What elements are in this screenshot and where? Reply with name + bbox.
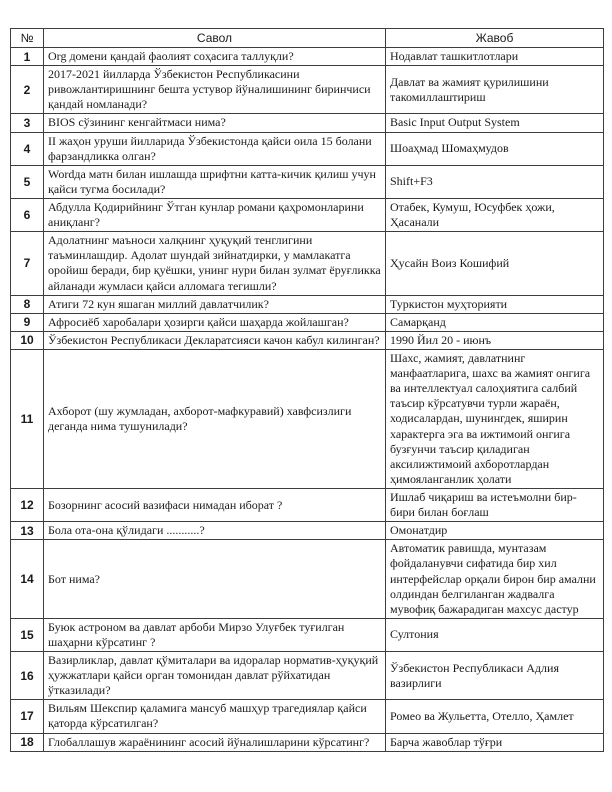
question-cell: Вильям Шекспир қаламига мансуб машҳур трагедиялар қайси қаторда кўрсатилган? (44, 700, 386, 733)
answer-cell: Отабек, Кумуш, Юсуфбек ҳожи, Ҳасанали (386, 198, 604, 231)
question-cell: Буюк астроном ва давлат арбоби Мирзо Улуғбек туғилган шаҳарни кўрсатинг ? (44, 618, 386, 651)
question-cell: Абдулла Қодирийнинг Ўтган кунлар романи қаҳромонларини аниқланг? (44, 198, 386, 231)
answer-cell: Нодавлат ташкитлотлари (386, 48, 604, 66)
row-number: 18 (11, 733, 44, 751)
row-number: 5 (11, 165, 44, 198)
row-number: 7 (11, 232, 44, 295)
row-number: 10 (11, 331, 44, 349)
answer-cell: Барча жавоблар тўғри (386, 733, 604, 751)
question-cell: Атиги 72 кун яшаган миллий давлатчилик? (44, 295, 386, 313)
table-row (11, 733, 604, 751)
question-cell: Глобаллашув жараёнининг асосий йўналишларини кўрсатинг? (44, 733, 386, 751)
table-row (11, 48, 604, 66)
answer-cell: Туркистон муҳторияти (386, 295, 604, 313)
row-number: 16 (11, 652, 44, 700)
table-row (11, 618, 604, 651)
question-cell: Ахборот (шу жумладан, ахборот-мафкуравий) хавфсизлиги деганда нима тушунилади? (44, 349, 386, 488)
answer-cell: Ўзбекистон Республикаси Адлия вазирлиги (386, 652, 604, 700)
row-number: 1 (11, 48, 44, 66)
table-row (11, 198, 604, 231)
row-number: 3 (11, 114, 44, 132)
answer-cell: Шоаҳмад Шомаҳмудов (386, 132, 604, 165)
answer-cell: 1990 Йил 20 - июнъ (386, 331, 604, 349)
row-number: 12 (11, 488, 44, 521)
question-cell: Афросиёб харобалари ҳозирги қайси шаҳарда жойлашган? (44, 313, 386, 331)
question-cell: Бот нима? (44, 540, 386, 619)
header-row (11, 29, 604, 48)
question-cell: BIOS сўзининг кенгайтмаси нима? (44, 114, 386, 132)
header-number: № (11, 29, 44, 48)
question-cell: II жаҳон уруши йилларида Ўзбекистонда қайси оила 15 болани фарзандликка олган? (44, 132, 386, 165)
table-row (11, 488, 604, 521)
answer-cell: Basic Input Output System (386, 114, 604, 132)
answer-cell: Ромео ва Жульетта, Отелло, Ҳамлет (386, 700, 604, 733)
row-number: 9 (11, 313, 44, 331)
question-cell: Вазирликлар, давлат қўмиталари ва идоралар норматив-ҳуқуқий ҳужжатлари қайси орган томонидан давлат рўйхатидан ўтказилади? (44, 652, 386, 700)
question-cell: Ўзбекистон Республикаси Декларатсияси качон кабул килинган? (44, 331, 386, 349)
table-row (11, 132, 604, 165)
table-row (11, 540, 604, 619)
table-row (11, 313, 604, 331)
answer-cell: Ҳусайн Воиз Кошифий (386, 232, 604, 295)
row-number: 2 (11, 66, 44, 114)
table-row (11, 331, 604, 349)
row-number: 15 (11, 618, 44, 651)
table-row (11, 66, 604, 114)
header-question: Савол (44, 29, 386, 48)
table-row (11, 114, 604, 132)
answer-cell: Султония (386, 618, 604, 651)
header-answer: Жавоб (386, 29, 604, 48)
answer-cell: Шахс, жамият, давлатнинг манфаатларига, шахс ва жамият онгига ва интеллектуал салоҳиятига салбий таъсир кўрсатувчи турли жараён, ходисалардан, шунингдек, яширин характерга эга ва ижтимоий онгига бузғунчи таъсир қиладиган аксилижтимоий ахборотлардан ҳимояланганлик ҳолати (386, 349, 604, 488)
row-number: 17 (11, 700, 44, 733)
row-number: 6 (11, 198, 44, 231)
question-cell: 2017-2021 йилларда Ўзбекистон Республикасини ривожлантиришнинг бешта устувор йўналишининг биринчиси қандай номланади? (44, 66, 386, 114)
table-row (11, 700, 604, 733)
qa-table (10, 28, 604, 752)
answer-cell: Ишлаб чиқариш ва истеъмолни бир-бири билан боғлаш (386, 488, 604, 521)
row-number: 13 (11, 522, 44, 540)
table-row (11, 232, 604, 295)
row-number: 11 (11, 349, 44, 488)
question-cell: Бозорнинг асосий вазифаси нимадан иборат ? (44, 488, 386, 521)
table-body (11, 48, 604, 752)
question-cell: Адолатнинг маъноси халқнинг ҳуқуқий тенглигини таъминлашдир. Адолат шундай зийнатдирки, у мамлакатга оройиш беради, бир қуёшки, унинг нури билан зулмат ёруғликка айланади жумласи қайси алломага тегишли? (44, 232, 386, 295)
row-number: 8 (11, 295, 44, 313)
table-row (11, 295, 604, 313)
answer-cell: Омонатдир (386, 522, 604, 540)
answer-cell: Давлат ва жамият қурилишини такомиллаштириш (386, 66, 604, 114)
answer-cell: Shift+F3 (386, 165, 604, 198)
answer-cell: Автоматик равишда, мунтазам фойдаланувчи сифатида бир хил интерфейслар орқали бирон бир амални олдиндан белгиланган жадвалга мувофиқ бажарадиган махсус дастур (386, 540, 604, 619)
row-number: 14 (11, 540, 44, 619)
table-row (11, 165, 604, 198)
question-cell: Бола ота-она қўлидаги ...........? (44, 522, 386, 540)
row-number: 4 (11, 132, 44, 165)
table-row (11, 652, 604, 700)
answer-cell: Самарқанд (386, 313, 604, 331)
table-row (11, 522, 604, 540)
table-row (11, 349, 604, 488)
question-cell: Org домени қандай фаолият соҳасига таллуқли? (44, 48, 386, 66)
question-cell: Wordда матн билан ишлашда шрифтни катта-кичик қилиш учун қайси тугма босилади? (44, 165, 386, 198)
